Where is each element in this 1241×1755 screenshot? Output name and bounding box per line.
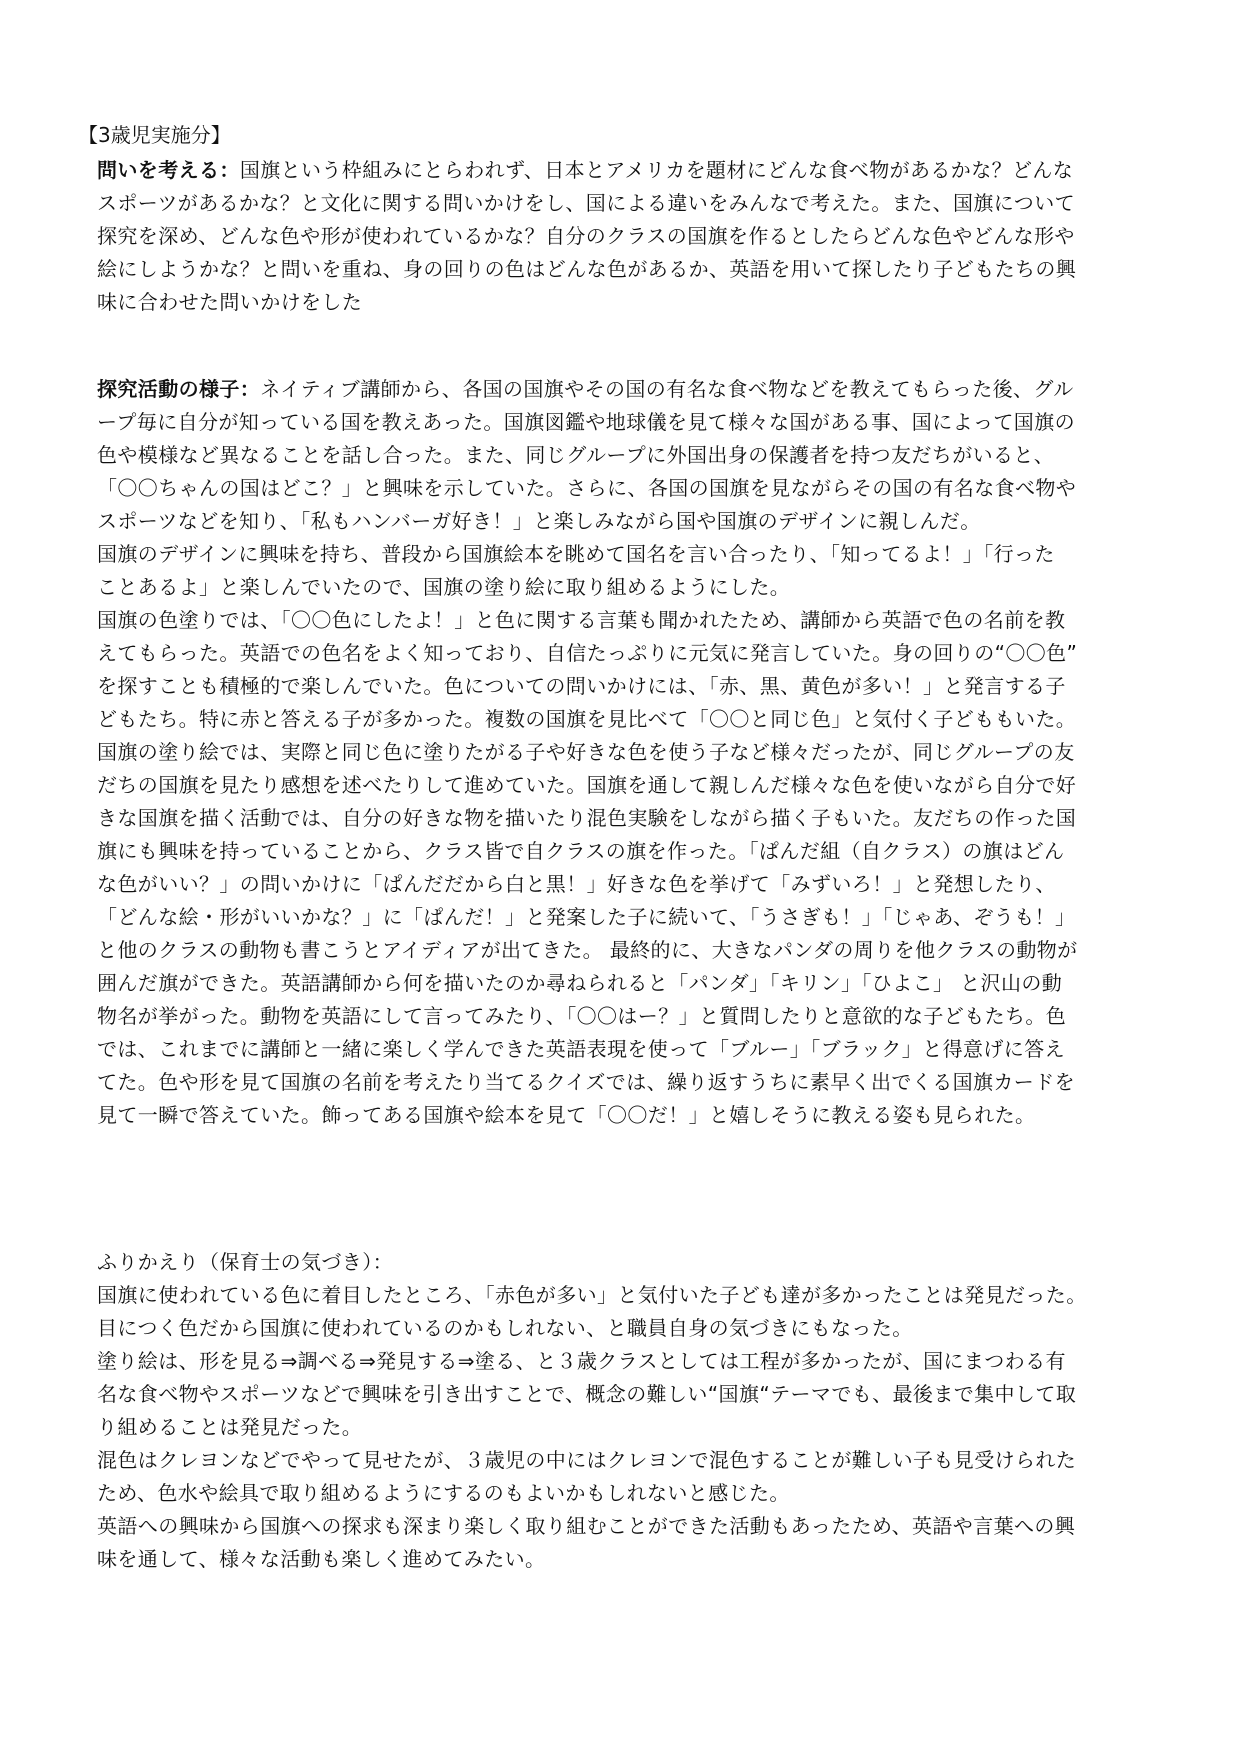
question-line: 味に合わせた問いかけをした [97,290,363,314]
activity-line: えてもらった。英語での色名をよく知っており、自信たっぷりに元気に発言していた。身の回りの“〇〇色” [97,641,1078,665]
reflection-line: り組めることは発見だった。 [97,1415,363,1439]
activity-line: ープ毎に自分が知っている国を教えあった。国旗図鑑や地球儀を見て様々な国がある事、国によって国旗の [97,410,1075,434]
activity-line: 「どんな絵・形がいいかな？」に「ぱんだ！」と発案した子に続いて、「うさぎも！」「じゃあ、ぞうも！」 [97,905,1076,929]
question-text: 国旗という枠組みにとらわれず、日本とアメリカを題材にどんな食べ物があるかな？どんな [239,158,1074,182]
activity-line: 国旗の塗り絵では、実際と同じ色に塗りたがる子や好きな色を使う子など様々だったが、同じグループの友 [97,740,1075,764]
activity-line: ことあるよ」と楽しんでいたので、国旗の塗り絵に取り組めるようにした。 [97,575,791,599]
activity-line: な色がいい？」の問いかけに「ぱんだだから白と黒！」好きな色を挙げて「みずいろ！」と発想したり、 [97,872,1056,896]
reflection-line: ため、色水や絵具で取り組めるようにするのもよいかもしれないと感じた。 [97,1481,790,1505]
activity-line: どもたち。特に赤と答える子が多かった。複数の国旗を見比べて「〇〇と同じ色」と気付く子どももいた。 [97,707,1077,731]
reflection-heading: ふりかえり（保育士の気づき）： [97,1250,393,1274]
activity-line: 国旗のデザインに興味を持ち、普段から国旗絵本を眺めて国名を言い合ったり、「知ってるよ！」「行った [97,542,1055,566]
reflection-line: 国旗に使われている色に着目したところ、「赤色が多い」と気付いた子ども達が多かったことは発見だった。 [97,1283,1087,1307]
activity-line: 物名が挙がった。動物を英語にして言ってみたり、「〇〇はー？」と質問したりと意欲的な子どもたち。色 [97,1004,1067,1028]
activity-line [97,373,1177,406]
reflection-line: 英語への興味から国旗への探求も深まり楽しく取り組むことができた活動もあったため、英語や言葉への興 [97,1514,1076,1538]
reflection-line: 目につく色だから国旗に使われているのかもしれない、と職員自身の気づきにもなった。 [97,1316,913,1340]
reflection-line: 混色はクレヨンなどでやって見せたが、３歳児の中にはクレヨンで混色することが難しい子も見受けられた [97,1448,1077,1472]
activity-line: 旗にも興味を持っていることから、クラス皆で自クラスの旗を作った。「ぱんだ組（自クラス）の旗はどん [97,839,1065,863]
activity-line: きな国旗を描く活動では、自分の好きな物を描いたり混色実験をしながら描く子もいた。友だちの作った国 [97,806,1077,830]
reflection-section [97,1246,1177,1576]
activity-heading: 探究活動の様子： [97,377,261,401]
document-title: 【3歳児実施分】 [78,123,231,147]
activity-line: を探すことも積極的で楽しんでいた。色についての問いかけには、「赤、黒、黄色が多い！」と発言する子 [97,674,1066,698]
question-line: スポーツがあるかな？と文化に関する問いかけをし、国による違いをみんなで考えた。また、国旗について [97,191,1075,215]
activity-line: 囲んだ旗ができた。英語講師から何を描いたのか尋ねられると「パンダ」「キリン」「ひよこ」 と沢山の動 [97,971,1063,995]
activity-line: と他のクラスの動物も書こうとアイディアが出てきた。 最終的に、大きなパンダの周りを他クラスの動物が [97,938,1078,962]
question-heading: 問いを考える： [97,158,240,182]
question-line: 探究を深め、どんな色や形が使われているかな？自分のクラスの国旗を作るとしたらどんな色やどんな形や [97,224,1075,248]
activity-line: 国旗の色塗りでは、「〇〇色にしたよ！」と色に関する言葉も聞かれたため、講師から英語で色の名前を教 [97,608,1066,632]
reflection-line: 名な食べ物やスポーツなどで興味を引き出すことで、概念の難しい“国旗“テーマでも、最後まで集中して取 [97,1382,1077,1406]
activity-line: 色や模様など異なることを話し合った。また、同じグループに外国出身の保護者を持つ友だちがいると、 [97,443,1055,467]
activity-line: 「〇〇ちゃんの国はどこ？」と興味を示していた。さらに、各国の国旗を見ながらその国の有名な食べ物や [97,476,1077,500]
activity-text: ネイティブ講師から、各国の国旗やその国の有名な食べ物などを教えてもらった後、グル [260,377,1074,401]
activity-line: 見て一瞬で答えていた。飾ってある国旗や絵本を見て「〇〇だ！」と嬉しそうに教える姿も見られた。 [97,1103,1036,1127]
activity-line: スポーツなどを知り、「私もハンバーガ好き！」と楽しみながら国や国旗のデザインに親しんだ。 [97,509,981,533]
activity-line: てた。色や形を見て国旗の名前を考えたり当てるクイズでは、繰り返すうちに素早く出でくる国旗カードを [97,1070,1075,1094]
question-line [97,154,1177,187]
reflection-line: 味を通して、様々な活動も楽しく進めてみたい。 [97,1547,546,1571]
question-section [97,154,1177,319]
question-line: 絵にしようかな？と問いを重ね、身の回りの色はどんな色があるか、英語を用いて探したり子どもたちの興 [97,257,1077,281]
activity-line: だちの国旗を見たり感想を述べたりして進めていた。国旗を通して親しんだ様々な色を使いながら自分で好 [97,773,1077,797]
activity-line: では、これまでに講師と一緒に楽しく学んできた英語表現を使って「ブルー」「ブラック」と得意げに答え [97,1037,1065,1061]
reflection-line: 塗り絵は、形を見る⇒調べる⇒発見する⇒塗る、と３歳クラスとしては工程が多かったが、国にまつわる有 [97,1349,1066,1373]
activity-section [97,373,1177,1132]
